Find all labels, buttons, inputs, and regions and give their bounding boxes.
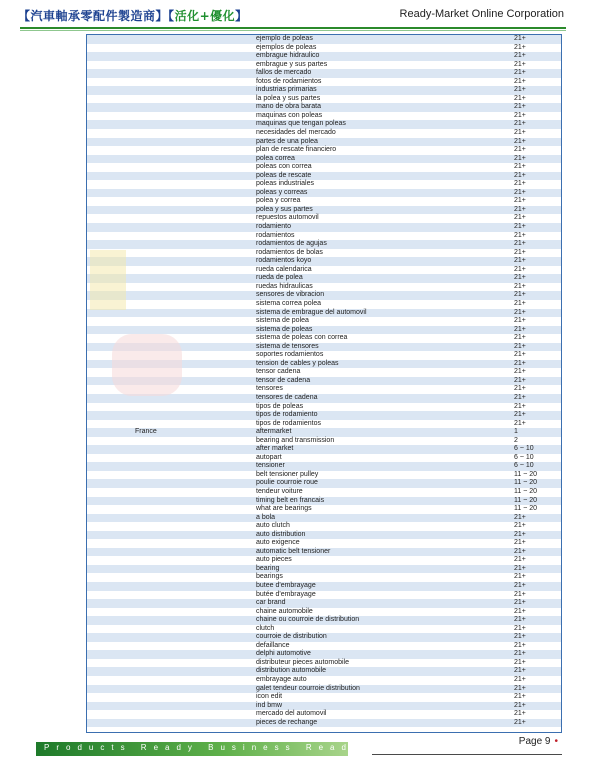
- keyword-cell: butée d'embrayage: [256, 590, 316, 598]
- keyword-cell: ejemplo de poleas: [256, 35, 313, 42]
- keyword-cell: timing belt en francais: [256, 496, 325, 504]
- rank-cell: 21+: [514, 650, 526, 658]
- keyword-cell: belt tensioner pulley: [256, 470, 319, 478]
- table-row: [87, 78, 561, 87]
- rank-cell: 11 ~ 20: [514, 487, 538, 495]
- table-row: [87, 95, 561, 104]
- table-row: [87, 497, 561, 506]
- keyword-cell: mercado del automovil: [256, 710, 327, 718]
- table-row: [87, 69, 561, 78]
- rank-cell: 11 ~ 20: [514, 479, 538, 487]
- table-row: [87, 129, 561, 138]
- keyword-cell: automatic belt tensioner: [256, 547, 331, 555]
- rank-cell: 21+: [514, 599, 526, 607]
- rank-cell: 2: [514, 436, 518, 444]
- keyword-cell: embrague y sus partes: [256, 60, 328, 68]
- keyword-cell: partes de una polea: [256, 137, 318, 145]
- keyword-cell: polea y correa: [256, 197, 301, 205]
- keyword-cell: sistema de tensores: [256, 342, 319, 350]
- table-row: [87, 163, 561, 172]
- header-divider-thin: [20, 30, 566, 31]
- rank-cell: 21+: [514, 633, 526, 641]
- table-row: [87, 172, 561, 181]
- rank-cell: 21+: [514, 231, 526, 239]
- rank-cell: 21+: [514, 667, 526, 675]
- table-row: [87, 693, 561, 702]
- keyword-cell: fallos de mercado: [256, 69, 312, 77]
- header-bracket-close-2: 】: [235, 9, 248, 23]
- keyword-cell: poleas de rescate: [256, 171, 312, 179]
- keyword-cell: ind bmw: [256, 701, 283, 709]
- keyword-cell: auto pieces: [256, 556, 292, 564]
- table-row: [87, 240, 561, 249]
- table-row: [87, 548, 561, 557]
- rank-cell: 21+: [514, 342, 526, 350]
- table-row: [87, 420, 561, 429]
- table-row: [87, 146, 561, 155]
- header-title: [18, 7, 248, 24]
- keyword-cell: sistema de embrague del automovil: [256, 308, 367, 316]
- table-row: [87, 326, 561, 335]
- table-row: [87, 702, 561, 711]
- keyword-cell: la polea y sus partes: [256, 94, 321, 102]
- table-row: [87, 599, 561, 608]
- keyword-cell: a bola: [256, 513, 276, 521]
- keyword-cell: rodamientos: [256, 231, 295, 239]
- keyword-cell: tensioner: [256, 462, 285, 470]
- keyword-cell: repuestos automovil: [256, 214, 319, 222]
- table-row: [87, 565, 561, 574]
- table-row: [87, 223, 561, 232]
- table-row: [87, 403, 561, 412]
- keyword-cell: delphi automotive: [256, 650, 311, 658]
- keyword-cell: maquinas que tengan poleas: [256, 120, 346, 128]
- rank-cell: 21+: [514, 248, 526, 256]
- country-cell: France: [135, 428, 157, 436]
- keyword-cell: ejemplos de poleas: [256, 43, 317, 51]
- keyword-cell: after market: [256, 445, 294, 453]
- table-row: [87, 505, 561, 514]
- keyword-cell: rueda calendarica: [256, 265, 312, 273]
- rank-cell: 21+: [514, 274, 526, 282]
- table-row: [87, 710, 561, 719]
- keyword-cell: sistema de poleas con correa: [256, 334, 348, 342]
- rank-cell: 21+: [514, 582, 526, 589]
- keyword-cell: industrias primarias: [256, 86, 317, 94]
- page-header: [0, 0, 600, 30]
- rank-cell: 21+: [514, 513, 526, 521]
- table-row: [87, 283, 561, 292]
- header-slogan: 活化+優化: [174, 9, 236, 23]
- table-row: [87, 462, 561, 471]
- keyword-cell: bearing: [256, 564, 280, 572]
- table-row: [87, 197, 561, 206]
- rank-cell: 21+: [514, 368, 526, 376]
- rank-cell: 21+: [514, 573, 526, 581]
- table-row: [87, 522, 561, 531]
- keyword-cell: clutch: [256, 624, 275, 632]
- rank-cell: 21+: [514, 616, 526, 624]
- keyword-cell: sistema de polea: [256, 317, 309, 325]
- table-row: [87, 582, 561, 591]
- table-row: [87, 608, 561, 617]
- table-row: [87, 249, 561, 258]
- rank-cell: 21+: [514, 146, 526, 154]
- rank-cell: 21+: [514, 530, 526, 538]
- rank-cell: 21+: [514, 223, 526, 231]
- keyword-cell: rodamientos de agujas: [256, 240, 327, 248]
- table-row: [87, 86, 561, 95]
- table-row: [87, 531, 561, 540]
- table-row: [87, 52, 561, 61]
- rank-cell: 21+: [514, 94, 526, 102]
- rank-cell: 21+: [514, 317, 526, 325]
- rank-cell: 21+: [514, 265, 526, 273]
- table-row: [87, 266, 561, 275]
- keyword-cell: distribution automobile: [256, 667, 327, 675]
- keyword-cell: poleas con correa: [256, 163, 312, 171]
- rank-cell: 21+: [514, 334, 526, 342]
- rank-cell: 21+: [514, 154, 526, 162]
- table-row: [87, 556, 561, 565]
- footer-divider: [372, 754, 562, 755]
- keyword-cell: sistema correa polea: [256, 299, 321, 307]
- page-dot-icon: •: [554, 736, 558, 747]
- rank-cell: 1: [514, 428, 518, 436]
- rank-cell: 21+: [514, 351, 526, 359]
- table-row: [87, 676, 561, 685]
- table-row: [87, 685, 561, 694]
- keyword-cell: tipos de poleas: [256, 402, 304, 410]
- rank-cell: 21+: [514, 282, 526, 290]
- keyword-cell: tensores: [256, 385, 283, 393]
- rank-cell: 21+: [514, 60, 526, 68]
- keyword-cell: car brand: [256, 599, 286, 607]
- table-row: [87, 206, 561, 215]
- table-row: [87, 189, 561, 198]
- table-row: [87, 479, 561, 488]
- keyword-cell: auto clutch: [256, 522, 290, 530]
- keyword-cell: embrayage auto: [256, 676, 307, 684]
- keyword-cell: sistema de poleas: [256, 325, 313, 333]
- keyword-cell: tension de cables y poleas: [256, 359, 339, 367]
- keyword-cell: chaine ou courroie de distribution: [256, 616, 360, 624]
- table-row: [87, 411, 561, 420]
- table-row: [87, 454, 561, 463]
- rank-cell: 21+: [514, 590, 526, 598]
- keyword-cell: poleas industriales: [256, 180, 314, 188]
- keyword-cell: mano de obra barata: [256, 103, 321, 111]
- rank-cell: 21+: [514, 539, 526, 547]
- keyword-cell: maquinas con poleas: [256, 111, 323, 119]
- table-row: [87, 61, 561, 70]
- rank-cell: 21+: [514, 308, 526, 316]
- rank-cell: 21+: [514, 693, 526, 701]
- header-bracket-close: 】: [155, 9, 169, 23]
- keyword-cell: courroie de distribution: [256, 633, 327, 641]
- background-decoration-yellow: [90, 250, 126, 310]
- table-row: [87, 103, 561, 112]
- keyword-cell: auto exigence: [256, 539, 300, 547]
- rank-cell: 11 ~ 20: [514, 496, 538, 504]
- table-row: [87, 573, 561, 582]
- table-row: [87, 300, 561, 309]
- table-row: [87, 257, 561, 266]
- table-row: [87, 232, 561, 241]
- rank-cell: 21+: [514, 214, 526, 222]
- rank-cell: 6 ~ 10: [514, 453, 534, 461]
- keyword-cell: galet tendeur courroie distribution: [256, 684, 360, 692]
- rank-cell: 21+: [514, 402, 526, 410]
- rank-cell: 21+: [514, 359, 526, 367]
- rank-cell: 21+: [514, 564, 526, 572]
- keyword-cell: tipos de rodamiento: [256, 411, 318, 419]
- keyword-cell: poleas y correas: [256, 188, 308, 196]
- keyword-cell: chaine automobile: [256, 607, 313, 615]
- rank-cell: 21+: [514, 205, 526, 213]
- rank-cell: 21+: [514, 120, 526, 128]
- rank-cell: 21+: [514, 188, 526, 196]
- keyword-cell: tensores de cadena: [256, 393, 318, 401]
- keyword-cell: tensor de cadena: [256, 376, 311, 384]
- table-row: [87, 667, 561, 676]
- rank-cell: 21+: [514, 710, 526, 718]
- rank-cell: 21+: [514, 163, 526, 171]
- table-row: [87, 514, 561, 523]
- rank-cell: 21+: [514, 257, 526, 265]
- table-row: [87, 719, 561, 728]
- rank-cell: 21+: [514, 701, 526, 709]
- keyword-cell: bearing and transmission: [256, 436, 335, 444]
- page-number: [519, 736, 558, 747]
- table-row: [87, 274, 561, 283]
- header-divider: [20, 27, 566, 29]
- rank-cell: 21+: [514, 86, 526, 94]
- keyword-cell: pieces de rechange: [256, 718, 318, 726]
- rank-cell: 21+: [514, 69, 526, 77]
- keyword-cell: bearings: [256, 573, 283, 581]
- rank-cell: 11 ~ 20: [514, 470, 538, 478]
- footer-slogan: Products Ready Business Ready: [44, 743, 364, 752]
- rank-cell: 21+: [514, 43, 526, 51]
- keyword-cell: polea correa: [256, 154, 295, 162]
- table-row: [87, 155, 561, 164]
- table-row: [87, 291, 561, 300]
- rank-cell: 21+: [514, 291, 526, 299]
- rank-cell: 21+: [514, 137, 526, 145]
- keyword-cell: polea y sus partes: [256, 205, 313, 213]
- header-company-name: Ready-Market Online Corporation: [399, 8, 564, 20]
- keyword-cell: tendeur voiture: [256, 487, 303, 495]
- table-row: [87, 44, 561, 53]
- keyword-cell: plan de rescate financiero: [256, 146, 337, 154]
- keyword-cell: fotos de rodamientos: [256, 77, 322, 85]
- keyword-cell: tensor cadena: [256, 368, 301, 376]
- keyword-cell: tipos de rodamientos: [256, 419, 321, 427]
- rank-cell: 21+: [514, 240, 526, 248]
- rank-cell: 21+: [514, 197, 526, 205]
- table-row: [87, 539, 561, 548]
- keyword-cell: butee d'embrayage: [256, 582, 316, 589]
- keyword-cell: distributeur pieces automobile: [256, 658, 349, 666]
- rank-cell: 21+: [514, 52, 526, 60]
- table-row: [87, 633, 561, 642]
- rank-cell: 21+: [514, 547, 526, 555]
- keyword-cell: aftermarket: [256, 428, 292, 436]
- table-row: [87, 437, 561, 446]
- table-row: [87, 428, 561, 437]
- rank-cell: 21+: [514, 684, 526, 692]
- rank-cell: 21+: [514, 299, 526, 307]
- table-row: [87, 180, 561, 189]
- table-row: [87, 214, 561, 223]
- background-decoration-red: [112, 334, 182, 396]
- keyword-cell: what are bearings: [256, 505, 312, 513]
- table-row: [87, 471, 561, 480]
- page-label: Page 9: [518, 736, 551, 747]
- rank-cell: 21+: [514, 35, 526, 42]
- table-row: [87, 112, 561, 121]
- table-row: [87, 616, 561, 625]
- table-row: [87, 35, 561, 44]
- rank-cell: 21+: [514, 676, 526, 684]
- rank-cell: 21+: [514, 111, 526, 119]
- header-bracket-open-2: 【: [168, 9, 175, 23]
- header-company-type: 汽車軸承零配件製造商: [30, 9, 156, 23]
- keyword-cell: embrague hidraulico: [256, 52, 320, 60]
- rank-cell: 6 ~ 10: [514, 445, 534, 453]
- keyword-cell: rodamientos koyo: [256, 257, 312, 265]
- keyword-cell: icon edit: [256, 693, 283, 701]
- keyword-cell: rueda de polea: [256, 274, 303, 282]
- table-row: [87, 120, 561, 129]
- rank-cell: 6 ~ 10: [514, 462, 534, 470]
- table-row: [87, 591, 561, 600]
- table-row: [87, 138, 561, 147]
- rank-cell: 21+: [514, 658, 526, 666]
- rank-cell: 21+: [514, 556, 526, 564]
- table-row: [87, 650, 561, 659]
- rank-cell: 21+: [514, 77, 526, 85]
- keyword-cell: soportes rodamientos: [256, 351, 324, 359]
- rank-cell: 21+: [514, 641, 526, 649]
- rank-cell: 21+: [514, 607, 526, 615]
- keyword-cell: autopart: [256, 453, 282, 461]
- keyword-cell: ruedas hidraulicas: [256, 282, 313, 290]
- rank-cell: 21+: [514, 393, 526, 401]
- rank-cell: 21+: [514, 129, 526, 137]
- table-row: [87, 642, 561, 651]
- header-bracket-open: 【: [18, 9, 31, 23]
- rank-cell: 11 ~ 20: [514, 505, 538, 513]
- rank-cell: 21+: [514, 103, 526, 111]
- rank-cell: 21+: [514, 522, 526, 530]
- rank-cell: 21+: [514, 419, 526, 427]
- table-row: [87, 317, 561, 326]
- rank-cell: 21+: [514, 385, 526, 393]
- table-row: [87, 445, 561, 454]
- keyword-cell: rodamientos de bolas: [256, 248, 323, 256]
- keyword-cell: poulie courroie roue: [256, 479, 318, 487]
- rank-cell: 21+: [514, 325, 526, 333]
- rank-cell: 21+: [514, 376, 526, 384]
- table-row: [87, 625, 561, 634]
- rank-cell: 21+: [514, 624, 526, 632]
- keyword-cell: defaillance: [256, 641, 290, 649]
- table-row: [87, 659, 561, 668]
- rank-cell: 21+: [514, 718, 526, 726]
- table-row: [87, 488, 561, 497]
- table-row: [87, 309, 561, 318]
- keyword-cell: necesidades del mercado: [256, 129, 336, 137]
- keyword-cell: auto distribution: [256, 530, 306, 538]
- rank-cell: 21+: [514, 180, 526, 188]
- keyword-cell: rodamiento: [256, 223, 292, 231]
- rank-cell: 21+: [514, 171, 526, 179]
- keyword-cell: sensores de vibracion: [256, 291, 325, 299]
- footer-banner: [36, 742, 364, 756]
- rank-cell: 21+: [514, 411, 526, 419]
